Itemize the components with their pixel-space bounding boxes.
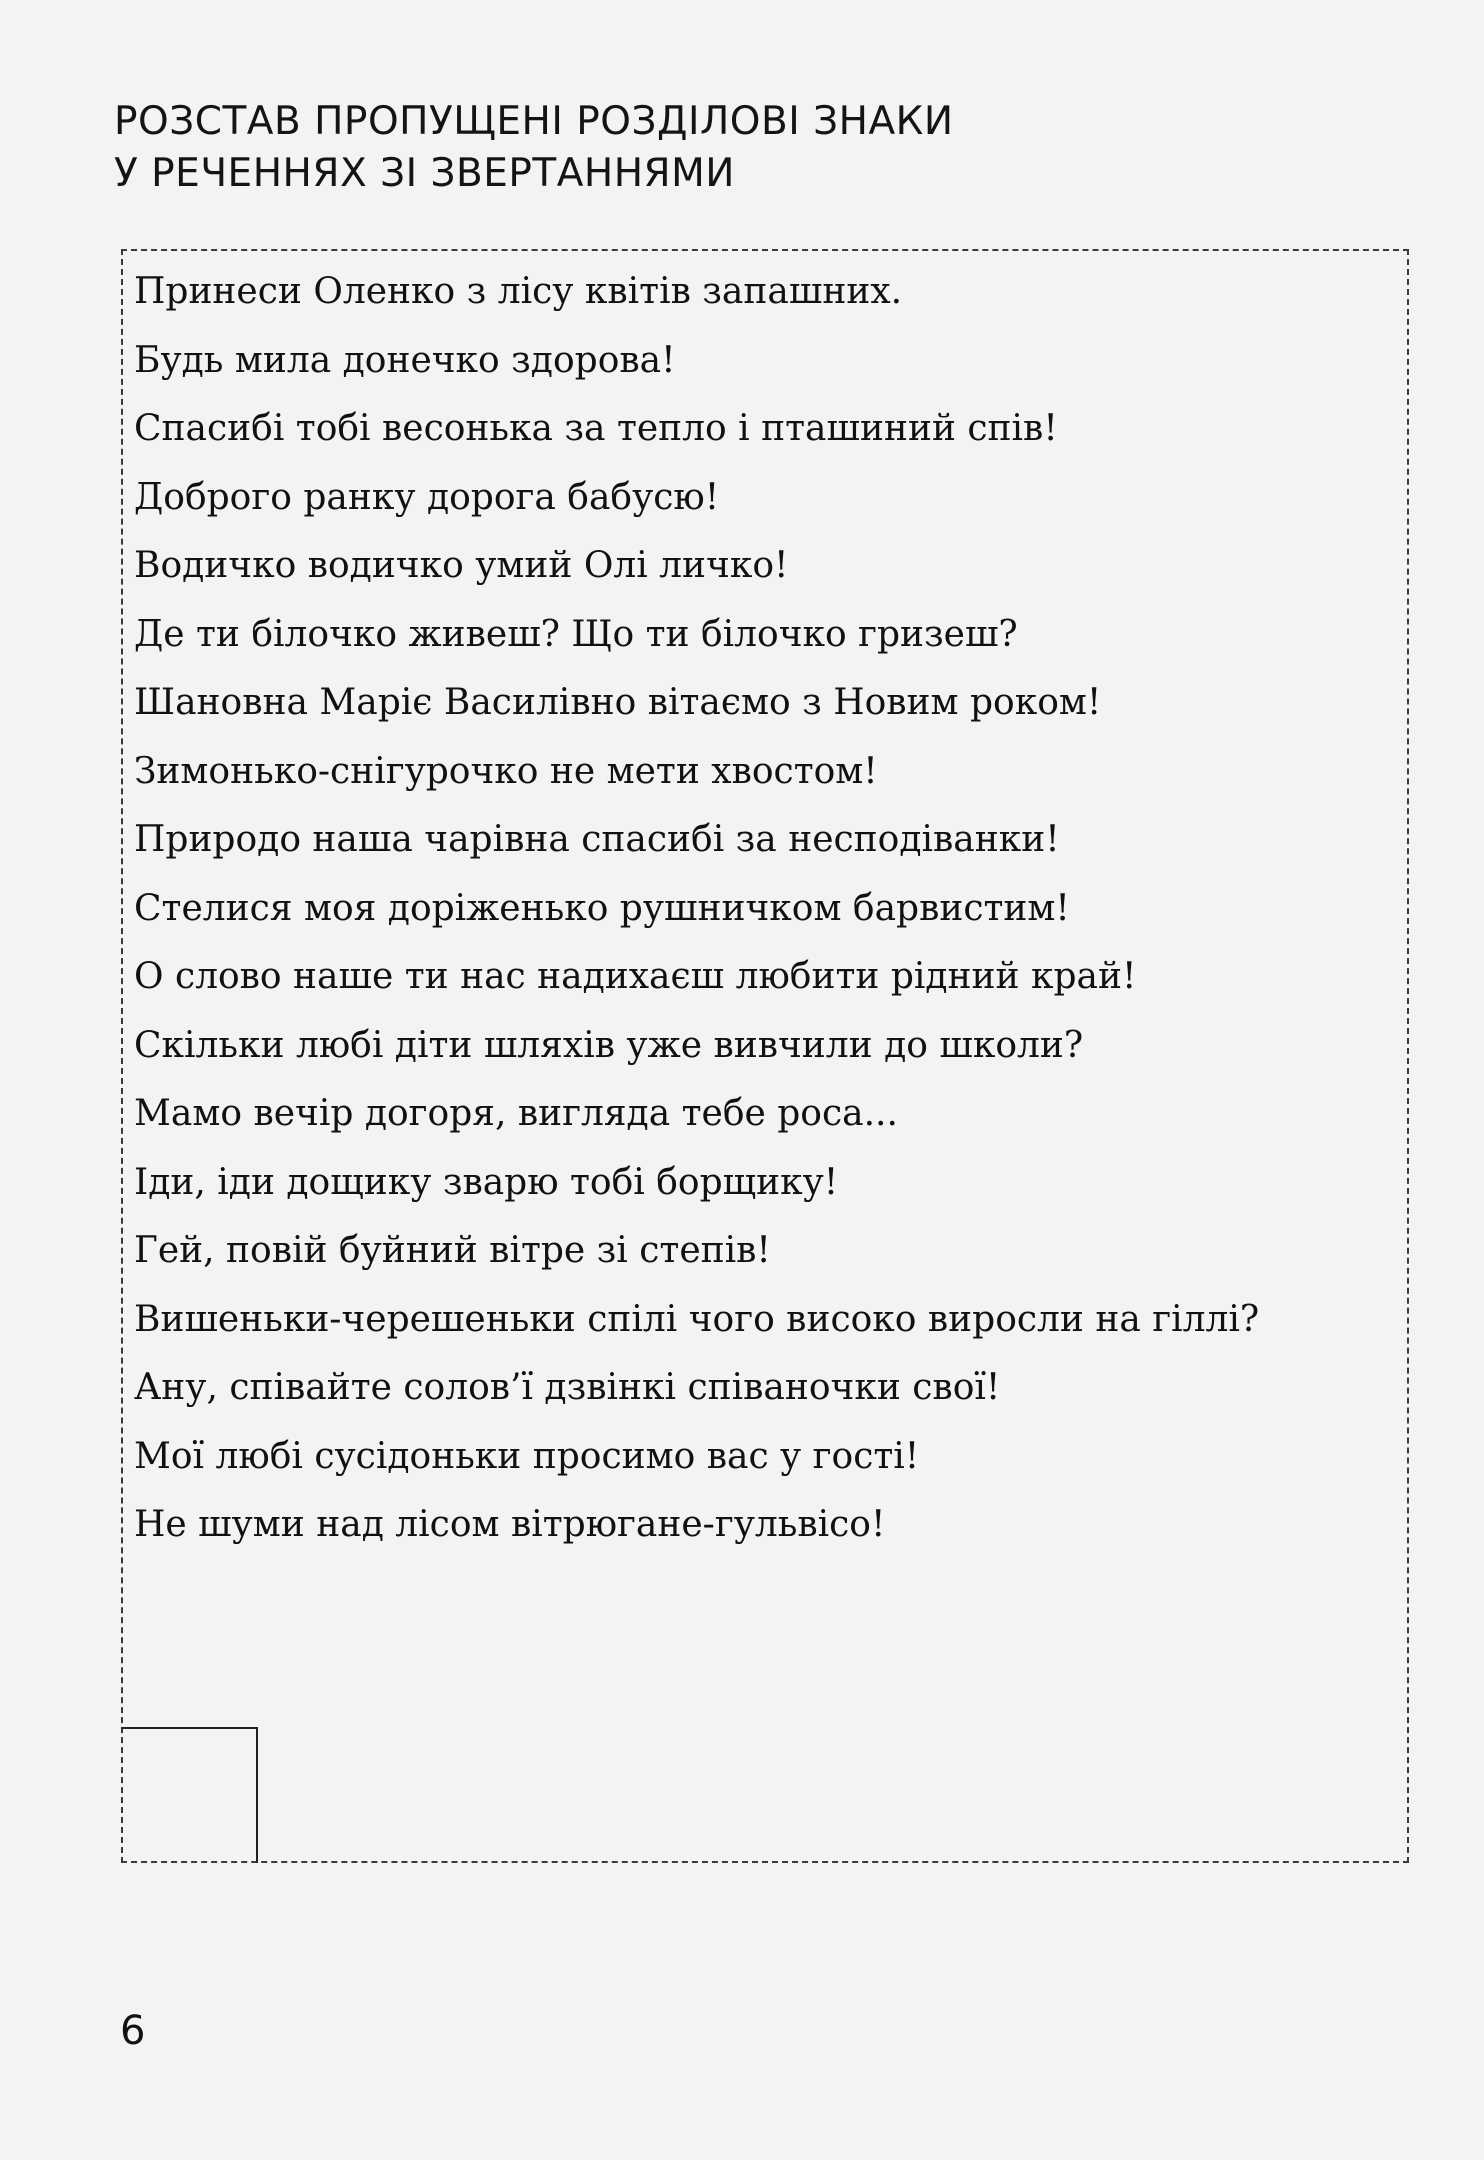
sentence-item: Ану, співайте солов’ї дзвінкі співаночки свої! [134,1367,1001,1408]
sentence-item: Вишеньки-черешеньки спілі чого високо виросли на гіллі? [134,1298,1260,1340]
sentence-item: Зимонько-снігурочко не мети хвостом! [134,750,878,792]
page-number: 6 [120,2008,146,2054]
sentence-item: О слово наше ти нас надихаєш любити рідний край! [134,956,1137,997]
sentence-list [134,258,1394,1560]
exercise-title-line-2: У РЕЧЕННЯХ ЗІ ЗВЕРТАННЯМИ [114,151,735,196]
score-box [121,1727,258,1863]
sentence-item: Де ти білочко живеш? Що ти білочко гризеш? [134,613,1018,655]
sentence-item: Не шуми над лісом вітрюгане-гульвісо! [134,1504,886,1545]
exercise-title [114,96,1314,200]
sentence-item: Іди, іди дощику зварю тобі борщику! [134,1161,839,1203]
sentence-item: Доброго ранку дорога бабусю! [134,476,720,518]
sentence-item: Мої любі сусідоньки просимо вас у гості! [134,1435,920,1477]
sentence-item: Стелися моя доріженько рушничком барвистим! [134,887,1070,929]
exercise-title-line-1: РОЗСТАВ ПРОПУЩЕНІ РОЗДІЛОВІ ЗНАКИ [114,99,954,144]
sentence-item: Скільки любі діти шляхів уже вивчили до школи? [134,1024,1084,1066]
sentence-item: Будь мила донечко здорова! [134,339,676,381]
sentence-item: Водичко водичко умий Олі личко! [134,545,789,586]
sentence-item: Спасибі тобі весонька за тепло і пташиний спів! [134,408,1058,449]
sentence-item: Природо наша чарівна спасибі за несподіванки! [134,819,1060,860]
sentence-item: Мамо вечір догоря, вигляда тебе роса... [134,1093,898,1134]
sentence-item: Принеси Оленко з лісу квітів запашних. [134,271,903,312]
sentence-item: Шановна Маріє Василівно вітаємо з Новим роком! [134,682,1102,723]
sentence-item: Гей, повій буйний вітре зі степів! [134,1230,771,1271]
